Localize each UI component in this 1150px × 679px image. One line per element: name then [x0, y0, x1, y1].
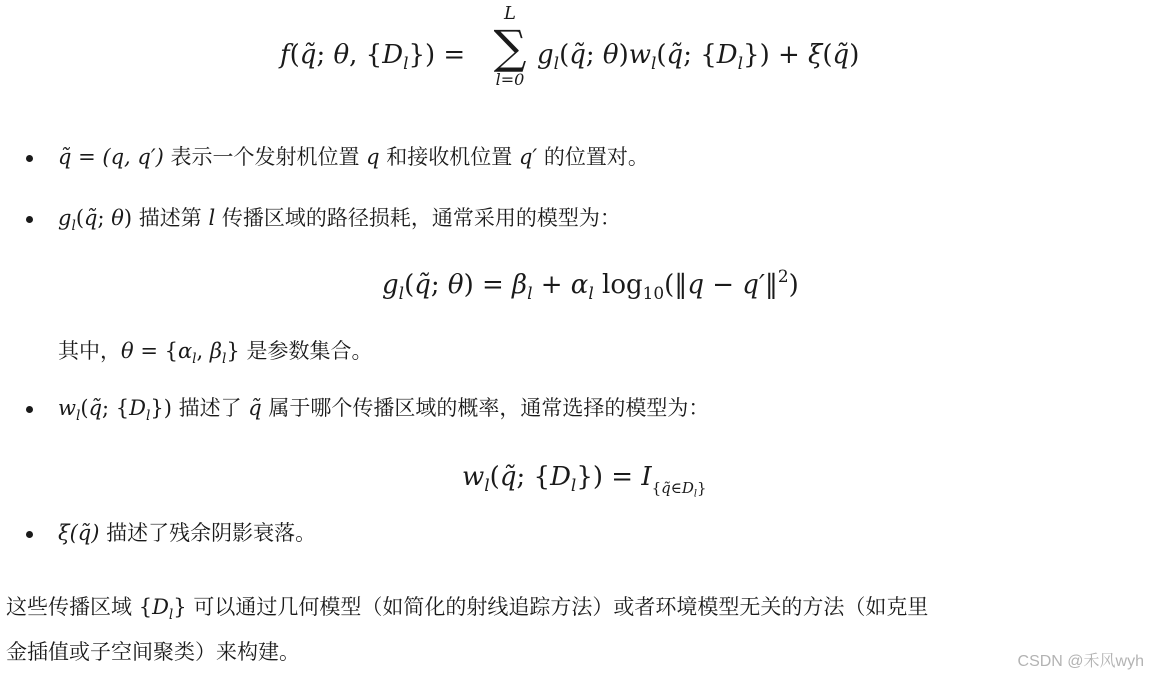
closing-paragraph-line-2: 金插值或子空间聚类）来构建。 — [6, 640, 300, 664]
sigma-icon: ∑ — [493, 20, 527, 74]
math-inline: q̃ = (q, q′) — [58, 145, 164, 169]
bullet-item-shadowing: ξ(q̃) 描述了残余阴影衰落。 — [58, 521, 317, 545]
path-loss-formula: $g_l(q̃$; $\theta) = \beta_l + \alpha_l$ $\log_{10}(‖q$ − q′‖$^2$) — [382, 266, 799, 303]
math-inline: $g_l$ — [58, 206, 76, 234]
sum-lower-limit: l=0 — [495, 70, 525, 89]
bullet-marker — [26, 406, 33, 413]
bullet-marker — [26, 216, 33, 223]
bullet-item-membership: $w_l(q̃$; $\{D_l\}$) 描述了 q̃ 属于哪个传播区域的概率，通常选择的模型为： — [58, 396, 710, 424]
bullet-marker — [26, 531, 33, 538]
summation-symbol — [485, 4, 535, 90]
main-formula: f(q̃; θ, $\{D_l\}$) = — [280, 40, 466, 73]
params-note: 其中，$\theta = \{\alpha_l$, $\beta_l$} 是参数集合。 — [58, 339, 373, 367]
bullet-item-path-loss: $g_l(q̃$; θ) 描述第 l 传播区域的路径损耗，通常采用的模型为： — [58, 206, 621, 234]
membership-formula: $w_l(q̃$; $\{D_l\}) = I_{\{q̃\in D_l\}}$ — [462, 462, 707, 500]
bullet-marker — [26, 155, 33, 162]
sum-upper-limit: L — [504, 3, 516, 24]
main-formula-rhs: $g_l(q̃$; $\theta)w_l(q̃$; $\{D_l\}$) + ξ(q̃) — [537, 40, 860, 73]
bullet-item-position-pair: q̃ = (q, q′) 表示一个发射机位置 q 和接收机位置 q′ 的位置对。 — [58, 145, 649, 169]
watermark: CSDN @禾风wyh — [1017, 653, 1144, 670]
closing-paragraph-line-1: 这些传播区域 $\{D_l\}$ 可以通过几何模型（如简化的射线追踪方法）或者环境模型无关的方法（如克里 — [6, 595, 929, 623]
